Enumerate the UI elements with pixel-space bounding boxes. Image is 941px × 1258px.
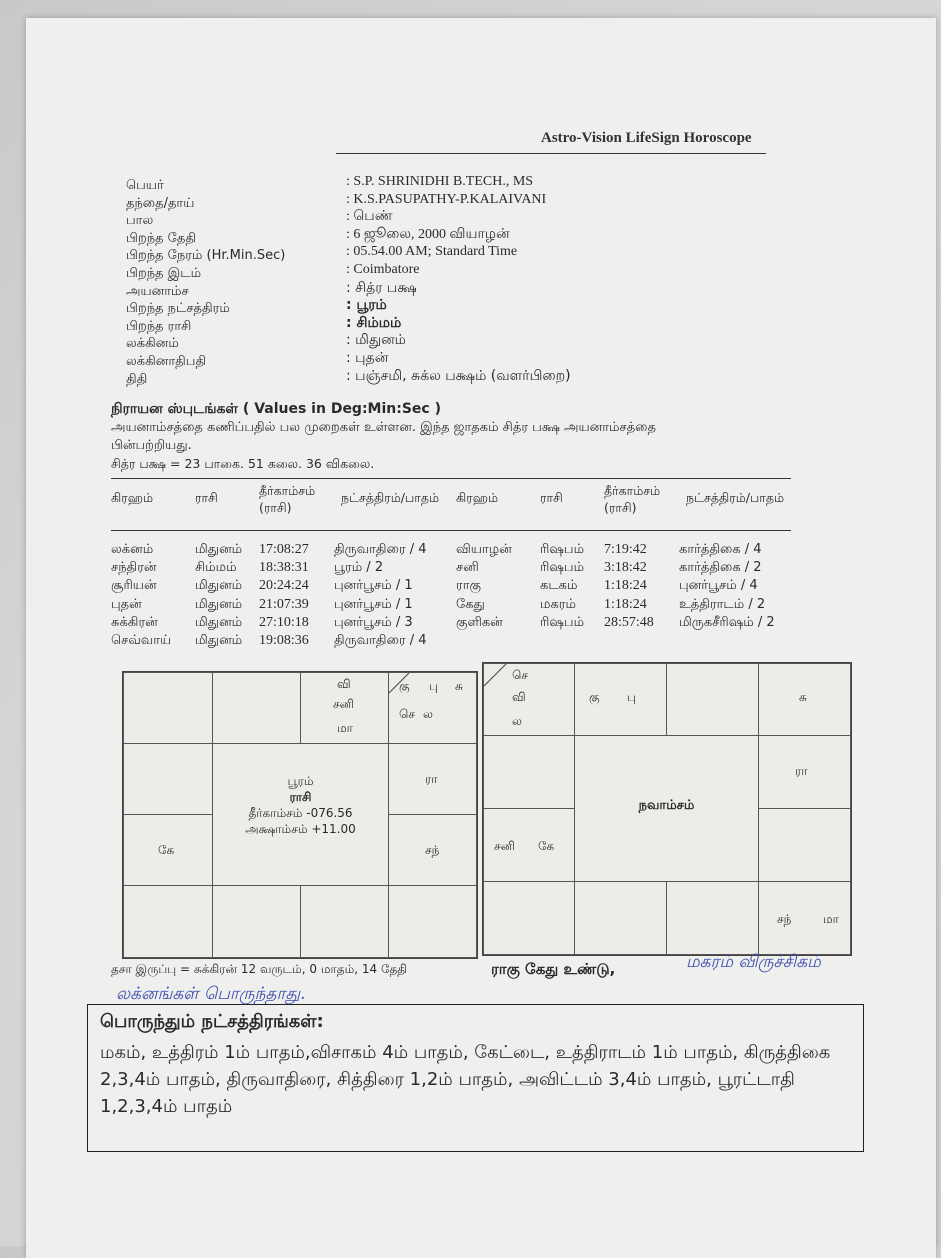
rasi-house-ketu bbox=[123, 814, 213, 886]
navamsa-house bbox=[483, 808, 575, 882]
rasi-center-latitude: அக்ஷாம்சம் +11.00 bbox=[245, 822, 356, 836]
table-row bbox=[456, 597, 786, 615]
rasi-house bbox=[123, 672, 213, 744]
table-cell: 17:08:27 bbox=[259, 542, 309, 557]
table-row bbox=[111, 615, 441, 633]
sputa-heading: நிராயன ஸ்புடங்கள் ( Values in Deg:Min:Sec ) bbox=[111, 401, 441, 417]
navamsa-house-lagna bbox=[483, 663, 575, 736]
rasi-house bbox=[212, 672, 301, 744]
matching-stars-text: மகம், உத்திரம் 1ம் பாதம்,விசாகம் 4ம் பாதம், கேட்டை, உத்திராடம் 1ம் பாதம், கிருத்திகை 2,3,4ம் பாதம், திருவாதிரை, சித்திரை 1,2ம் பாதம், அவிட்டம் 3,4ம் பாதம், பூரட்டாதி 1,2,3,4ம் பாதம் bbox=[100, 1042, 831, 1117]
lagna-mark-icon bbox=[484, 664, 508, 688]
detail-label: அயனாம்ச bbox=[126, 283, 189, 299]
navamsa-chart bbox=[482, 662, 852, 956]
detail-label: பால bbox=[126, 213, 154, 229]
table-cell: உத்திராடம் / 2 bbox=[679, 596, 766, 612]
table-cell: செவ்வாய் bbox=[111, 633, 172, 648]
table-cell: 27:10:18 bbox=[259, 614, 309, 630]
sputa-note-2: பின்பற்றியது. bbox=[111, 438, 192, 453]
table-header-cell: நட்சத்திரம்/பாதம் bbox=[341, 490, 440, 505]
table-cell: புனர்பூசம் / 1 bbox=[334, 578, 413, 594]
rasi-chart bbox=[122, 671, 478, 959]
table-cell: 1:18:24 bbox=[604, 578, 647, 594]
table-cell: பூரம் / 2 bbox=[334, 560, 384, 576]
navamsa-house bbox=[666, 663, 759, 736]
detail-value: : சித்ர பக்ஷ bbox=[346, 279, 417, 296]
rasi-house bbox=[123, 743, 213, 815]
table-header-cell: கிரஹம் bbox=[111, 490, 154, 505]
rasi-planet: பு bbox=[429, 679, 438, 693]
table-cell: கடகம் bbox=[540, 578, 578, 594]
table-cell: சூரியன் bbox=[111, 578, 157, 594]
navamsa-house bbox=[666, 881, 759, 955]
table-cell: ரிஷபம் bbox=[540, 542, 585, 557]
detail-label: லக்கினம் bbox=[126, 336, 179, 352]
rasi-house-rahu bbox=[388, 743, 477, 815]
detail-value: : K.S.PASUPATHY-P.KALAIVANI bbox=[346, 191, 547, 207]
table-cell: மிதுனம் bbox=[195, 633, 243, 648]
rasi-center-star: பூரம் bbox=[287, 774, 314, 788]
navamsa-planet: சனி bbox=[494, 839, 515, 853]
table-cell: வியாழன் bbox=[456, 542, 512, 557]
navamsa-planet: சந் bbox=[777, 912, 792, 926]
navamsa-house bbox=[758, 735, 851, 809]
table-cell: 28:57:48 bbox=[604, 614, 654, 630]
table-cell: சனி bbox=[456, 560, 479, 576]
navamsa-house bbox=[483, 735, 575, 809]
navamsa-planet: மா bbox=[823, 912, 839, 926]
detail-label: திதி bbox=[126, 371, 148, 387]
table-row bbox=[111, 597, 441, 615]
navamsa-house bbox=[574, 881, 667, 955]
table-header-cell: தீர்காம்சம் (ராசி) bbox=[604, 483, 661, 515]
table-cell: 1:18:24 bbox=[604, 596, 647, 612]
sputa-note-3: சித்ர பக்ஷ = 23 பாகை. 51 கலை. 36 விகலை. bbox=[111, 456, 375, 471]
header-rule bbox=[336, 153, 766, 154]
table-cell: 19:08:36 bbox=[259, 633, 309, 648]
navamsa-center-title: நவாம்சம் bbox=[638, 798, 695, 813]
dasa-balance: தசா இருப்பு = சுக்கிரன் 12 வருடம், 0 மாதம், 14 தேதி bbox=[111, 962, 408, 976]
table-cell: ரிஷபம் bbox=[540, 614, 585, 630]
rasi-planet: சந் bbox=[425, 843, 440, 857]
table-cell: 21:07:39 bbox=[259, 596, 309, 612]
detail-value: : S.P. SHRINIDHI B.TECH., MS bbox=[346, 174, 534, 189]
table-cell: புனர்பூசம் / 1 bbox=[334, 596, 413, 612]
table-cell: சுக்கிரன் bbox=[111, 614, 158, 630]
navamsa-planet: கு bbox=[589, 690, 600, 704]
rasi-planet: ல bbox=[423, 707, 433, 721]
detail-value: : புதன் bbox=[346, 350, 389, 366]
table-cell: லக்னம் bbox=[111, 542, 154, 557]
navamsa-planet: செ bbox=[512, 668, 528, 682]
table-cell: 20:24:24 bbox=[259, 578, 309, 594]
table-header-cell: தீர்காம்சம் (ராசி) bbox=[259, 483, 316, 515]
table-cell: புனர்பூசம் / 4 bbox=[679, 578, 758, 594]
table-cell: மிதுனம் bbox=[195, 542, 243, 557]
table-header-cell: கிரஹம் bbox=[456, 490, 499, 505]
detail-label: லக்கினாதிபதி bbox=[126, 354, 207, 369]
navamsa-center bbox=[574, 735, 759, 882]
detail-value: : 05.54.00 AM; Standard Time bbox=[346, 244, 518, 260]
table-cell: சிம்மம் bbox=[195, 560, 237, 576]
brand-title: Astro-Vision LifeSign Horoscope bbox=[541, 130, 752, 146]
detail-label: பிறந்த நேரம் (Hr.Min.Sec) bbox=[126, 248, 286, 264]
navamsa-planet: ரா bbox=[795, 764, 808, 778]
rasi-house-lagna bbox=[388, 672, 477, 744]
handwritten-note-1: மகரம் விருச்சிகம் bbox=[686, 952, 821, 972]
navamsa-house bbox=[758, 663, 851, 736]
rasi-house bbox=[123, 885, 213, 958]
detail-value: : Coimbatore bbox=[346, 262, 420, 277]
detail-label: தந்தை/தாய் bbox=[126, 195, 195, 211]
table-header-cell: ராசி bbox=[195, 490, 218, 505]
table-cell: புனர்பூசம் / 3 bbox=[334, 614, 413, 630]
detail-label: பிறந்த ராசி bbox=[126, 318, 192, 334]
detail-label: பிறந்த இடம் bbox=[126, 266, 202, 281]
table-cell: மகரம் bbox=[540, 596, 576, 612]
sputa-note-1: அயனாம்சத்தை கணிப்பதில் பல முறைகள் உள்ளன. இந்த ஜாதகம் சித்ர பக்ஷ அயனாம்சத்தை bbox=[111, 420, 656, 435]
detail-label: பிறந்த நட்சத்திரம் bbox=[126, 301, 230, 317]
navamsa-planet: சு bbox=[799, 690, 807, 704]
navamsa-house bbox=[483, 881, 575, 955]
table-header-cell: நட்சத்திரம்/பாதம் bbox=[686, 490, 785, 505]
table-row bbox=[111, 542, 441, 560]
table-cell: மிதுனம் bbox=[195, 614, 243, 630]
table-row bbox=[111, 578, 441, 596]
detail-value: : பெண் bbox=[346, 209, 393, 225]
rasi-center bbox=[212, 743, 389, 886]
table-header-rule bbox=[111, 530, 791, 531]
table-cell: ரிஷபம் bbox=[540, 560, 585, 576]
navamsa-planet: வி bbox=[512, 690, 526, 704]
table-cell: கார்த்திகை / 4 bbox=[679, 542, 762, 557]
table-cell: புதன் bbox=[111, 596, 142, 612]
table-row bbox=[111, 633, 441, 651]
rasi-house-moon bbox=[388, 814, 477, 886]
navamsa-house bbox=[574, 663, 667, 736]
table-row bbox=[456, 542, 786, 560]
table-cell: மிதுனம் bbox=[195, 578, 243, 594]
table-cell: திருவாதிரை / 4 bbox=[334, 542, 427, 557]
detail-value: : பூரம் bbox=[346, 297, 387, 314]
detail-value: : பஞ்சமி, சுக்ல பக்ஷம் (வளர்பிறை) bbox=[346, 367, 571, 384]
rasi-center-title: ராசி bbox=[289, 790, 312, 804]
rasi-house-planets bbox=[300, 672, 389, 744]
table-cell: சந்திரன் bbox=[111, 560, 157, 576]
navamsa-planet: பு bbox=[627, 690, 636, 704]
table-cell: குளிகன் bbox=[456, 614, 503, 630]
rasi-house bbox=[388, 885, 477, 958]
table-row bbox=[456, 578, 786, 596]
table-row bbox=[456, 560, 786, 578]
navamsa-house bbox=[758, 808, 851, 882]
rasi-house bbox=[300, 885, 389, 958]
table-cell: 18:38:31 bbox=[259, 560, 309, 576]
rasi-planet: சனி bbox=[333, 697, 354, 711]
rasi-planet: ரா bbox=[425, 772, 438, 786]
horoscope-sheet bbox=[26, 18, 936, 1258]
navamsa-house bbox=[758, 881, 851, 955]
navamsa-planet: கே bbox=[538, 839, 555, 853]
table-cell: கேது bbox=[456, 596, 485, 612]
table-cell: மிதுனம் bbox=[195, 596, 243, 612]
rasi-planet: கு bbox=[399, 679, 410, 693]
rasi-center-longitude: தீர்காம்சம் -076.56 bbox=[248, 806, 353, 820]
table-top-rule bbox=[111, 478, 791, 479]
detail-label: பிறந்த தேதி bbox=[126, 230, 196, 246]
detail-value: : சிம்மம் bbox=[346, 314, 402, 331]
table-cell: மிருகசீரிஷம் / 2 bbox=[679, 614, 775, 630]
detail-value: : 6 ஜூலை, 2000 வியாழன் bbox=[346, 226, 510, 242]
detail-value: : மிதுனம் bbox=[346, 332, 406, 349]
rasi-planet: செ bbox=[399, 707, 415, 721]
rasi-planet: சு bbox=[455, 679, 463, 693]
handwritten-note-2: லக்னங்கள் பொருந்தாது. bbox=[116, 984, 306, 1004]
table-cell: கார்த்திகை / 2 bbox=[679, 560, 762, 576]
rasi-planet: மா bbox=[337, 721, 353, 735]
table-header-cell: ராசி bbox=[540, 490, 563, 505]
navamsa-planet: ல bbox=[512, 714, 522, 728]
rasi-house bbox=[212, 885, 301, 958]
table-cell: திருவாதிரை / 4 bbox=[334, 633, 427, 648]
rasi-planet: கே bbox=[158, 843, 175, 857]
matching-stars-box bbox=[87, 1004, 864, 1152]
table-cell: 3:18:42 bbox=[604, 560, 647, 576]
table-row bbox=[456, 615, 786, 633]
table-cell: ராகு bbox=[456, 578, 481, 594]
matching-stars-title: பொருந்தும் நட்சத்திரங்கள்: bbox=[100, 1011, 324, 1032]
table-cell: 7:19:42 bbox=[604, 542, 647, 557]
detail-label: பெயர் bbox=[126, 178, 164, 193]
rahu-ketu-note: ராகு கேது உண்டு, bbox=[491, 960, 616, 978]
table-row bbox=[111, 560, 441, 578]
rasi-planet: வி bbox=[337, 677, 351, 691]
